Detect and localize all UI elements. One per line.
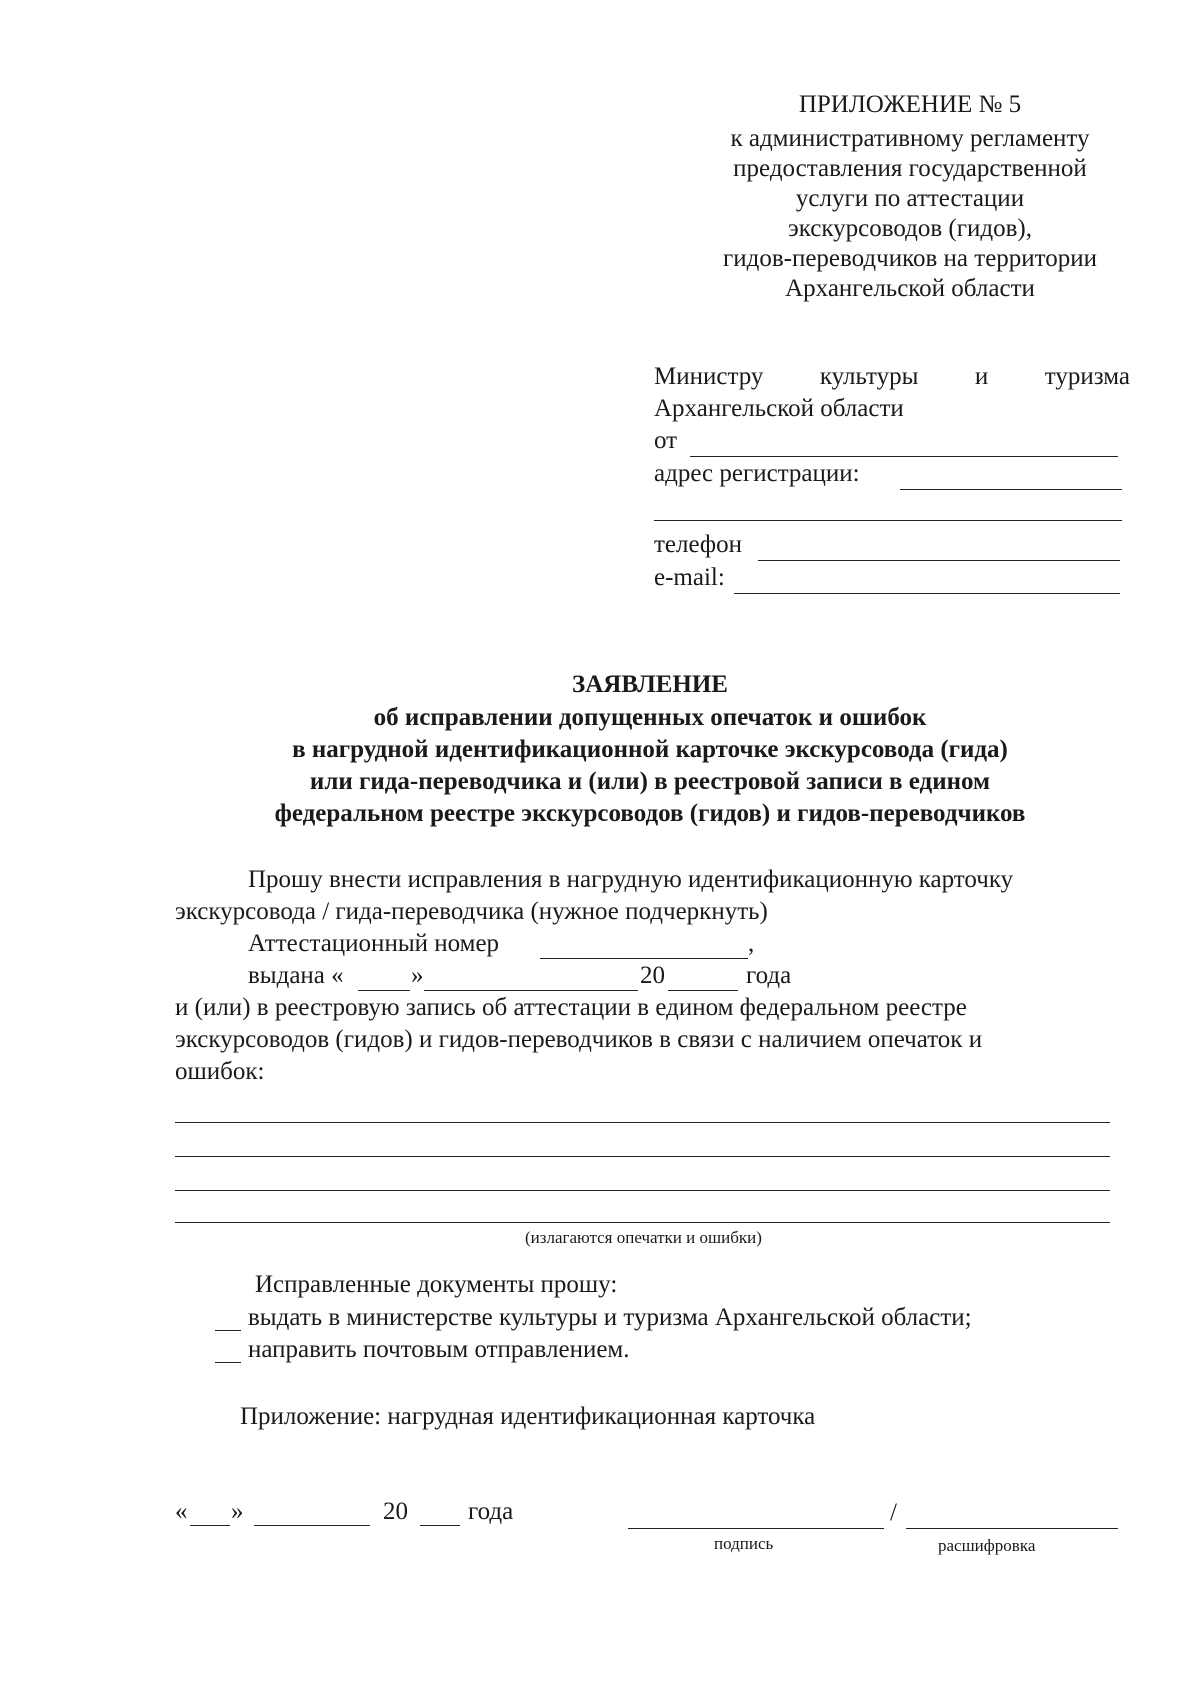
annex-line: Архангельской области [785,275,1035,302]
from-label: от [654,427,678,454]
addressee-word: Министру [654,363,764,390]
body-text: и (или) в реестровую запись об аттестации в едином федеральном реестре [175,994,967,1021]
document-subtitle: в нагрудной идентификационной карточке экскурсовода (гида) [292,736,1008,763]
annex-line: услуги по аттестации [795,185,1025,212]
date-month-field[interactable] [254,1525,370,1526]
addressee-line-1 [654,362,1130,392]
annex-line: предоставления государственной [733,155,1087,182]
errors-field-line[interactable] [175,1190,1110,1191]
phone-label: телефон [654,531,742,558]
signature-slash: / [890,1499,897,1526]
from-field[interactable] [690,456,1118,457]
annex-line: гидов-переводчиков на территории [722,245,1098,272]
addressee-word: туризма [1044,363,1130,390]
phone-field[interactable] [758,560,1120,561]
document-subtitle: федеральном реестре экскурсоводов (гидов) и гидов-переводчиков [274,800,1026,827]
attachment-note: Приложение: нагрудная идентификационная карточка [240,1403,816,1430]
document-title: ЗАЯВЛЕНИЕ [572,671,728,698]
reg-address-field-2[interactable] [654,520,1122,521]
annex-line: к административному регламенту [730,125,1090,152]
option-1-checkbox[interactable] [215,1330,241,1331]
date-quote-close: » [231,1498,244,1525]
signature-field[interactable] [628,1528,884,1529]
addressee-region: Архангельской области [654,395,904,422]
reg-address-label: адрес регистрации: [654,460,860,487]
date-year-prefix: 20 [383,1498,408,1525]
document-subtitle: или гида-переводчика и (или) в реестровой записи в едином [309,768,991,795]
attest-number-label: Аттестационный номер [248,930,500,957]
email-field[interactable] [734,593,1120,594]
issued-year-suffix: года [746,962,792,989]
errors-field-line[interactable] [175,1222,1110,1223]
option-2-label: направить почтовым отправлением. [248,1336,630,1363]
email-label: e-mail: [654,564,725,591]
issued-day-field[interactable] [358,990,410,991]
body-text: экскурсовода / гида-переводчика (нужное подчеркнуть) [175,898,768,925]
attest-number-field[interactable] [540,958,748,959]
delivery-intro: Исправленные документы прошу: [255,1271,618,1298]
body-text: ошибок: [175,1058,265,1085]
reg-address-field[interactable] [900,489,1122,490]
addressee-word: и [974,363,989,390]
option-1-label: выдать в министерстве культуры и туризма Архангельской области; [248,1304,972,1331]
date-year-field[interactable] [420,1525,460,1526]
annex-title: ПРИЛОЖЕНИЕ № 5 [798,91,1022,118]
issued-label: выдана « [248,962,344,989]
document-subtitle: об исправлении допущенных опечаток и ошибок [373,704,927,731]
body-text: Прошу внести исправления в нагрудную идентификационную карточку [248,866,1014,893]
errors-field-line[interactable] [175,1156,1110,1157]
issued-year-field[interactable] [668,990,738,991]
issued-month-field[interactable] [424,990,638,991]
signature-caption: подпись [714,1534,774,1553]
comma: , [748,930,755,957]
option-2-checkbox[interactable] [215,1362,241,1363]
issued-year-prefix: 20 [640,962,665,989]
errors-caption: (излагаются опечатки и ошибки) [525,1228,762,1247]
date-day-field[interactable] [190,1525,230,1526]
decoding-field[interactable] [906,1528,1118,1529]
annex-line: экскурсоводов (гидов), [788,215,1032,242]
body-text: экскурсоводов (гидов) и гидов-переводчиков в связи с наличием опечаток и [175,1026,983,1053]
date-quote-open: « [175,1498,188,1525]
decoding-caption: расшифровка [938,1536,1036,1555]
issued-quote-close: » [411,962,424,989]
addressee-word: культуры [819,363,919,390]
date-year-suffix: года [468,1498,514,1525]
errors-field-line[interactable] [175,1122,1110,1123]
